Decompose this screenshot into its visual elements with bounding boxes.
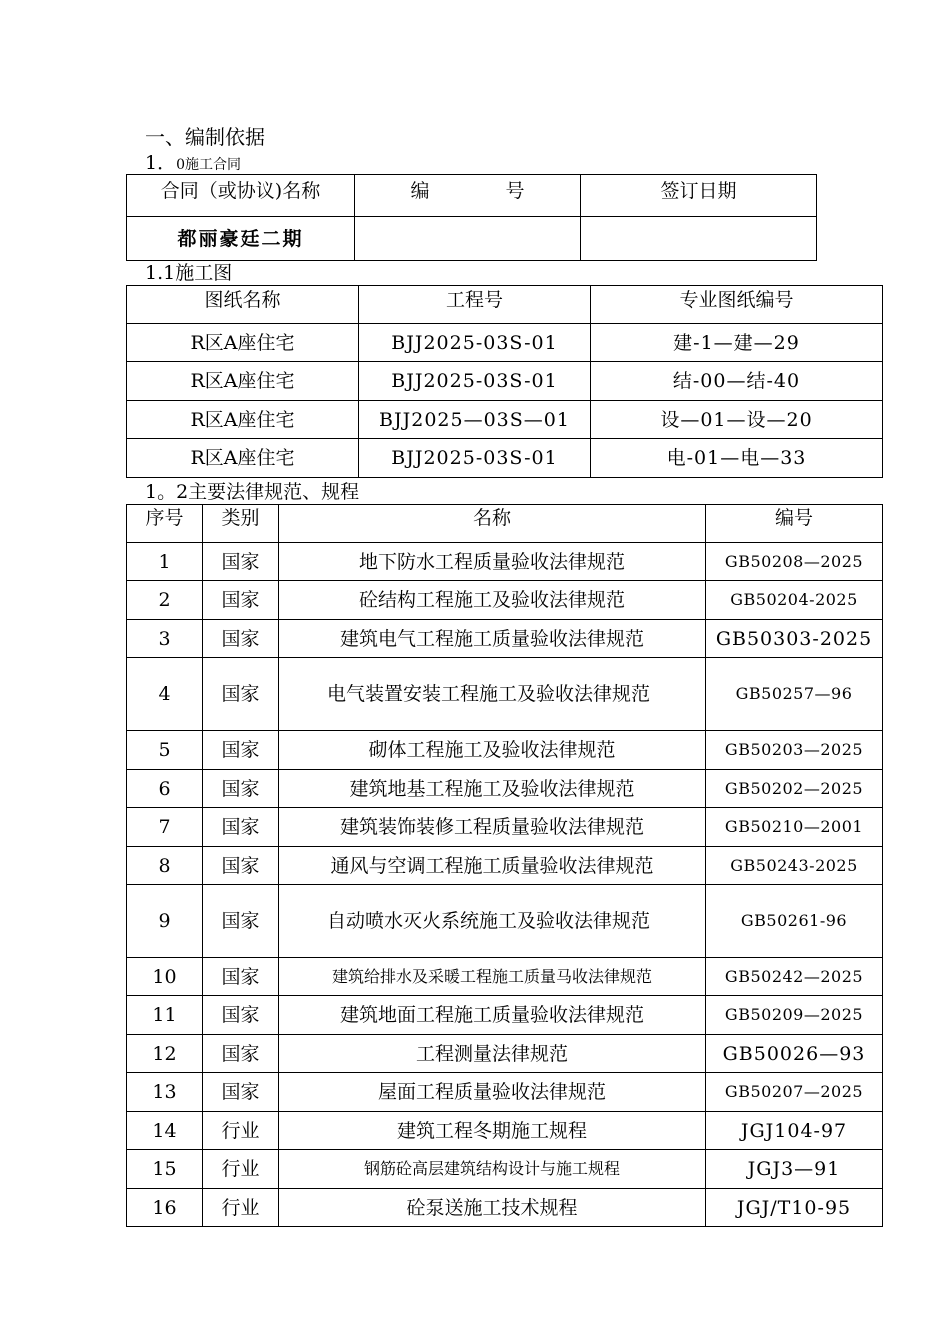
law-name: 地下防水工程质量验收法律规范 <box>279 543 706 581</box>
drawing-name: R区A座住宅 <box>127 401 359 439</box>
law-row <box>127 770 883 808</box>
drawing-name: R区A座住宅 <box>127 324 359 362</box>
law-no: 11 <box>127 996 203 1035</box>
law-type: 行业 <box>203 1150 279 1189</box>
law-type: 国家 <box>203 808 279 847</box>
law-name: 工程测量法律规范 <box>279 1035 706 1073</box>
law-code: JGJ3—91 <box>706 1150 883 1189</box>
contract-header-row <box>127 175 817 217</box>
contract-heading <box>145 152 241 176</box>
drawing-project-no: BJJ2025-03S-01 <box>359 439 591 478</box>
law-code: GB50210—2001 <box>706 808 883 847</box>
law-name: 建筑给排水及采暖工程施工质量马收法律规范 <box>279 958 706 996</box>
law-type: 国家 <box>203 543 279 581</box>
drawings-header-row <box>127 286 883 324</box>
contract-header-number: 编 号 <box>355 175 581 217</box>
law-no: 5 <box>127 731 203 770</box>
drawing-project-no: BJJ2025-03S-01 <box>359 324 591 362</box>
law-row <box>127 1112 883 1150</box>
contract-table <box>126 174 817 261</box>
drawing-name: R区A座住宅 <box>127 439 359 478</box>
laws-header-no: 序号 <box>127 505 203 543</box>
law-no: 8 <box>127 847 203 885</box>
law-name: 砼泵送施工技术规程 <box>279 1189 706 1227</box>
law-name: 建筑装饰装修工程质量验收法律规范 <box>279 808 706 847</box>
drawings-table <box>126 285 883 478</box>
drawing-project-no: BJJ2025-03S-01 <box>359 362 591 401</box>
contract-header-date: 签订日期 <box>581 175 817 217</box>
drawing-sheet-no: 建-1—建—29 <box>591 324 883 362</box>
law-no: 3 <box>127 620 203 658</box>
contract-heading-text: 0施工合同 <box>176 157 242 173</box>
drawing-sheet-no: 电-01—电—33 <box>591 439 883 478</box>
law-name-text: 自动喷水灭火系统施工及验收法律规范 <box>327 910 651 932</box>
laws-header-row <box>127 505 883 543</box>
law-name: 砼结构工程施工及验收法律规范 <box>279 581 706 620</box>
law-row <box>127 543 883 581</box>
law-no: 10 <box>127 958 203 996</box>
laws-table <box>126 504 883 1227</box>
drawing-name: R区A座住宅 <box>127 362 359 401</box>
law-row <box>127 1189 883 1227</box>
law-name <box>279 885 706 958</box>
law-row <box>127 996 883 1035</box>
law-row <box>127 620 883 658</box>
law-no: 15 <box>127 1150 203 1189</box>
law-row <box>127 731 883 770</box>
law-name: 建筑工程冬期施工规程 <box>279 1112 706 1150</box>
law-name <box>279 658 706 731</box>
contract-cell-name: 都丽豪廷二期 <box>127 217 355 261</box>
law-code: GB50204-2025 <box>706 581 883 620</box>
law-type: 国家 <box>203 847 279 885</box>
law-name: 钢筋砼高层建筑结构设计与施工规程 <box>279 1150 706 1189</box>
law-type: 国家 <box>203 620 279 658</box>
law-code: GB50257—96 <box>706 658 883 731</box>
law-name: 建筑地基工程施工及验收法律规范 <box>279 770 706 808</box>
law-no: 7 <box>127 808 203 847</box>
law-name-text: 电气装置安装工程施工及验收法律规范 <box>327 683 651 705</box>
drawings-heading: 1.1施工图 <box>145 262 233 284</box>
law-code: GB50026—93 <box>706 1035 883 1073</box>
law-type: 国家 <box>203 1035 279 1073</box>
law-no: 12 <box>127 1035 203 1073</box>
law-code: GB50261-96 <box>706 885 883 958</box>
law-name: 建筑地面工程施工质量验收法律规范 <box>279 996 706 1035</box>
law-code: JGJ/T10-95 <box>706 1189 883 1227</box>
drawing-sheet-no: 结-00—结-40 <box>591 362 883 401</box>
law-row <box>127 658 883 731</box>
law-row <box>127 847 883 885</box>
contract-cell-date <box>581 217 817 261</box>
law-no: 4 <box>127 658 203 731</box>
law-no: 9 <box>127 885 203 958</box>
law-code: GB50203—2025 <box>706 731 883 770</box>
law-row <box>127 808 883 847</box>
law-code: GB50209—2025 <box>706 996 883 1035</box>
law-type: 国家 <box>203 581 279 620</box>
drawings-row <box>127 362 883 401</box>
law-no: 1 <box>127 543 203 581</box>
drawing-sheet-no: 设—01—设—20 <box>591 401 883 439</box>
law-no: 13 <box>127 1073 203 1112</box>
law-name: 通风与空调工程施工质量验收法律规范 <box>279 847 706 885</box>
laws-header-code: 编号 <box>706 505 883 543</box>
law-row <box>127 958 883 996</box>
law-name: 砌体工程施工及验收法律规范 <box>279 731 706 770</box>
contract-row <box>127 217 817 261</box>
law-type: 国家 <box>203 996 279 1035</box>
drawings-header-name: 图纸名称 <box>127 286 359 324</box>
law-type: 国家 <box>203 885 279 958</box>
law-no: 16 <box>127 1189 203 1227</box>
law-no: 2 <box>127 581 203 620</box>
laws-heading: 1。2主要法律规范、规程 <box>145 481 360 503</box>
law-row <box>127 885 883 958</box>
contract-header-name: 合同（或协议)名称 <box>127 175 355 217</box>
law-code: GB50202—2025 <box>706 770 883 808</box>
law-row <box>127 581 883 620</box>
drawing-project-no: BJJ2025—03S—01 <box>359 401 591 439</box>
drawings-header-project-no: 工程号 <box>359 286 591 324</box>
drawings-row <box>127 324 883 362</box>
drawings-row <box>127 439 883 478</box>
law-type: 国家 <box>203 1073 279 1112</box>
law-type: 国家 <box>203 958 279 996</box>
law-type: 行业 <box>203 1189 279 1227</box>
law-type: 行业 <box>203 1112 279 1150</box>
law-code: GB50208—2025 <box>706 543 883 581</box>
law-type: 国家 <box>203 658 279 731</box>
law-type: 国家 <box>203 731 279 770</box>
law-code: GB50303-2025 <box>706 620 883 658</box>
law-no: 14 <box>127 1112 203 1150</box>
law-code: GB50243-2025 <box>706 847 883 885</box>
laws-header-type: 类别 <box>203 505 279 543</box>
law-code: JGJ104-97 <box>706 1112 883 1150</box>
law-row <box>127 1035 883 1073</box>
contract-heading-number: 1． <box>145 152 177 174</box>
contract-cell-number <box>355 217 581 261</box>
law-code: GB50242—2025 <box>706 958 883 996</box>
law-code: GB50207—2025 <box>706 1073 883 1112</box>
law-name: 建筑电气工程施工质量验收法律规范 <box>279 620 706 658</box>
law-no: 6 <box>127 770 203 808</box>
law-row <box>127 1073 883 1112</box>
laws-header-name: 名称 <box>279 505 706 543</box>
drawings-row <box>127 401 883 439</box>
drawings-header-sheet-no: 专业图纸编号 <box>591 286 883 324</box>
law-type: 国家 <box>203 770 279 808</box>
section-title: 一、编制依据 <box>145 125 265 149</box>
law-name: 屋面工程质量验收法律规范 <box>279 1073 706 1112</box>
law-row <box>127 1150 883 1189</box>
